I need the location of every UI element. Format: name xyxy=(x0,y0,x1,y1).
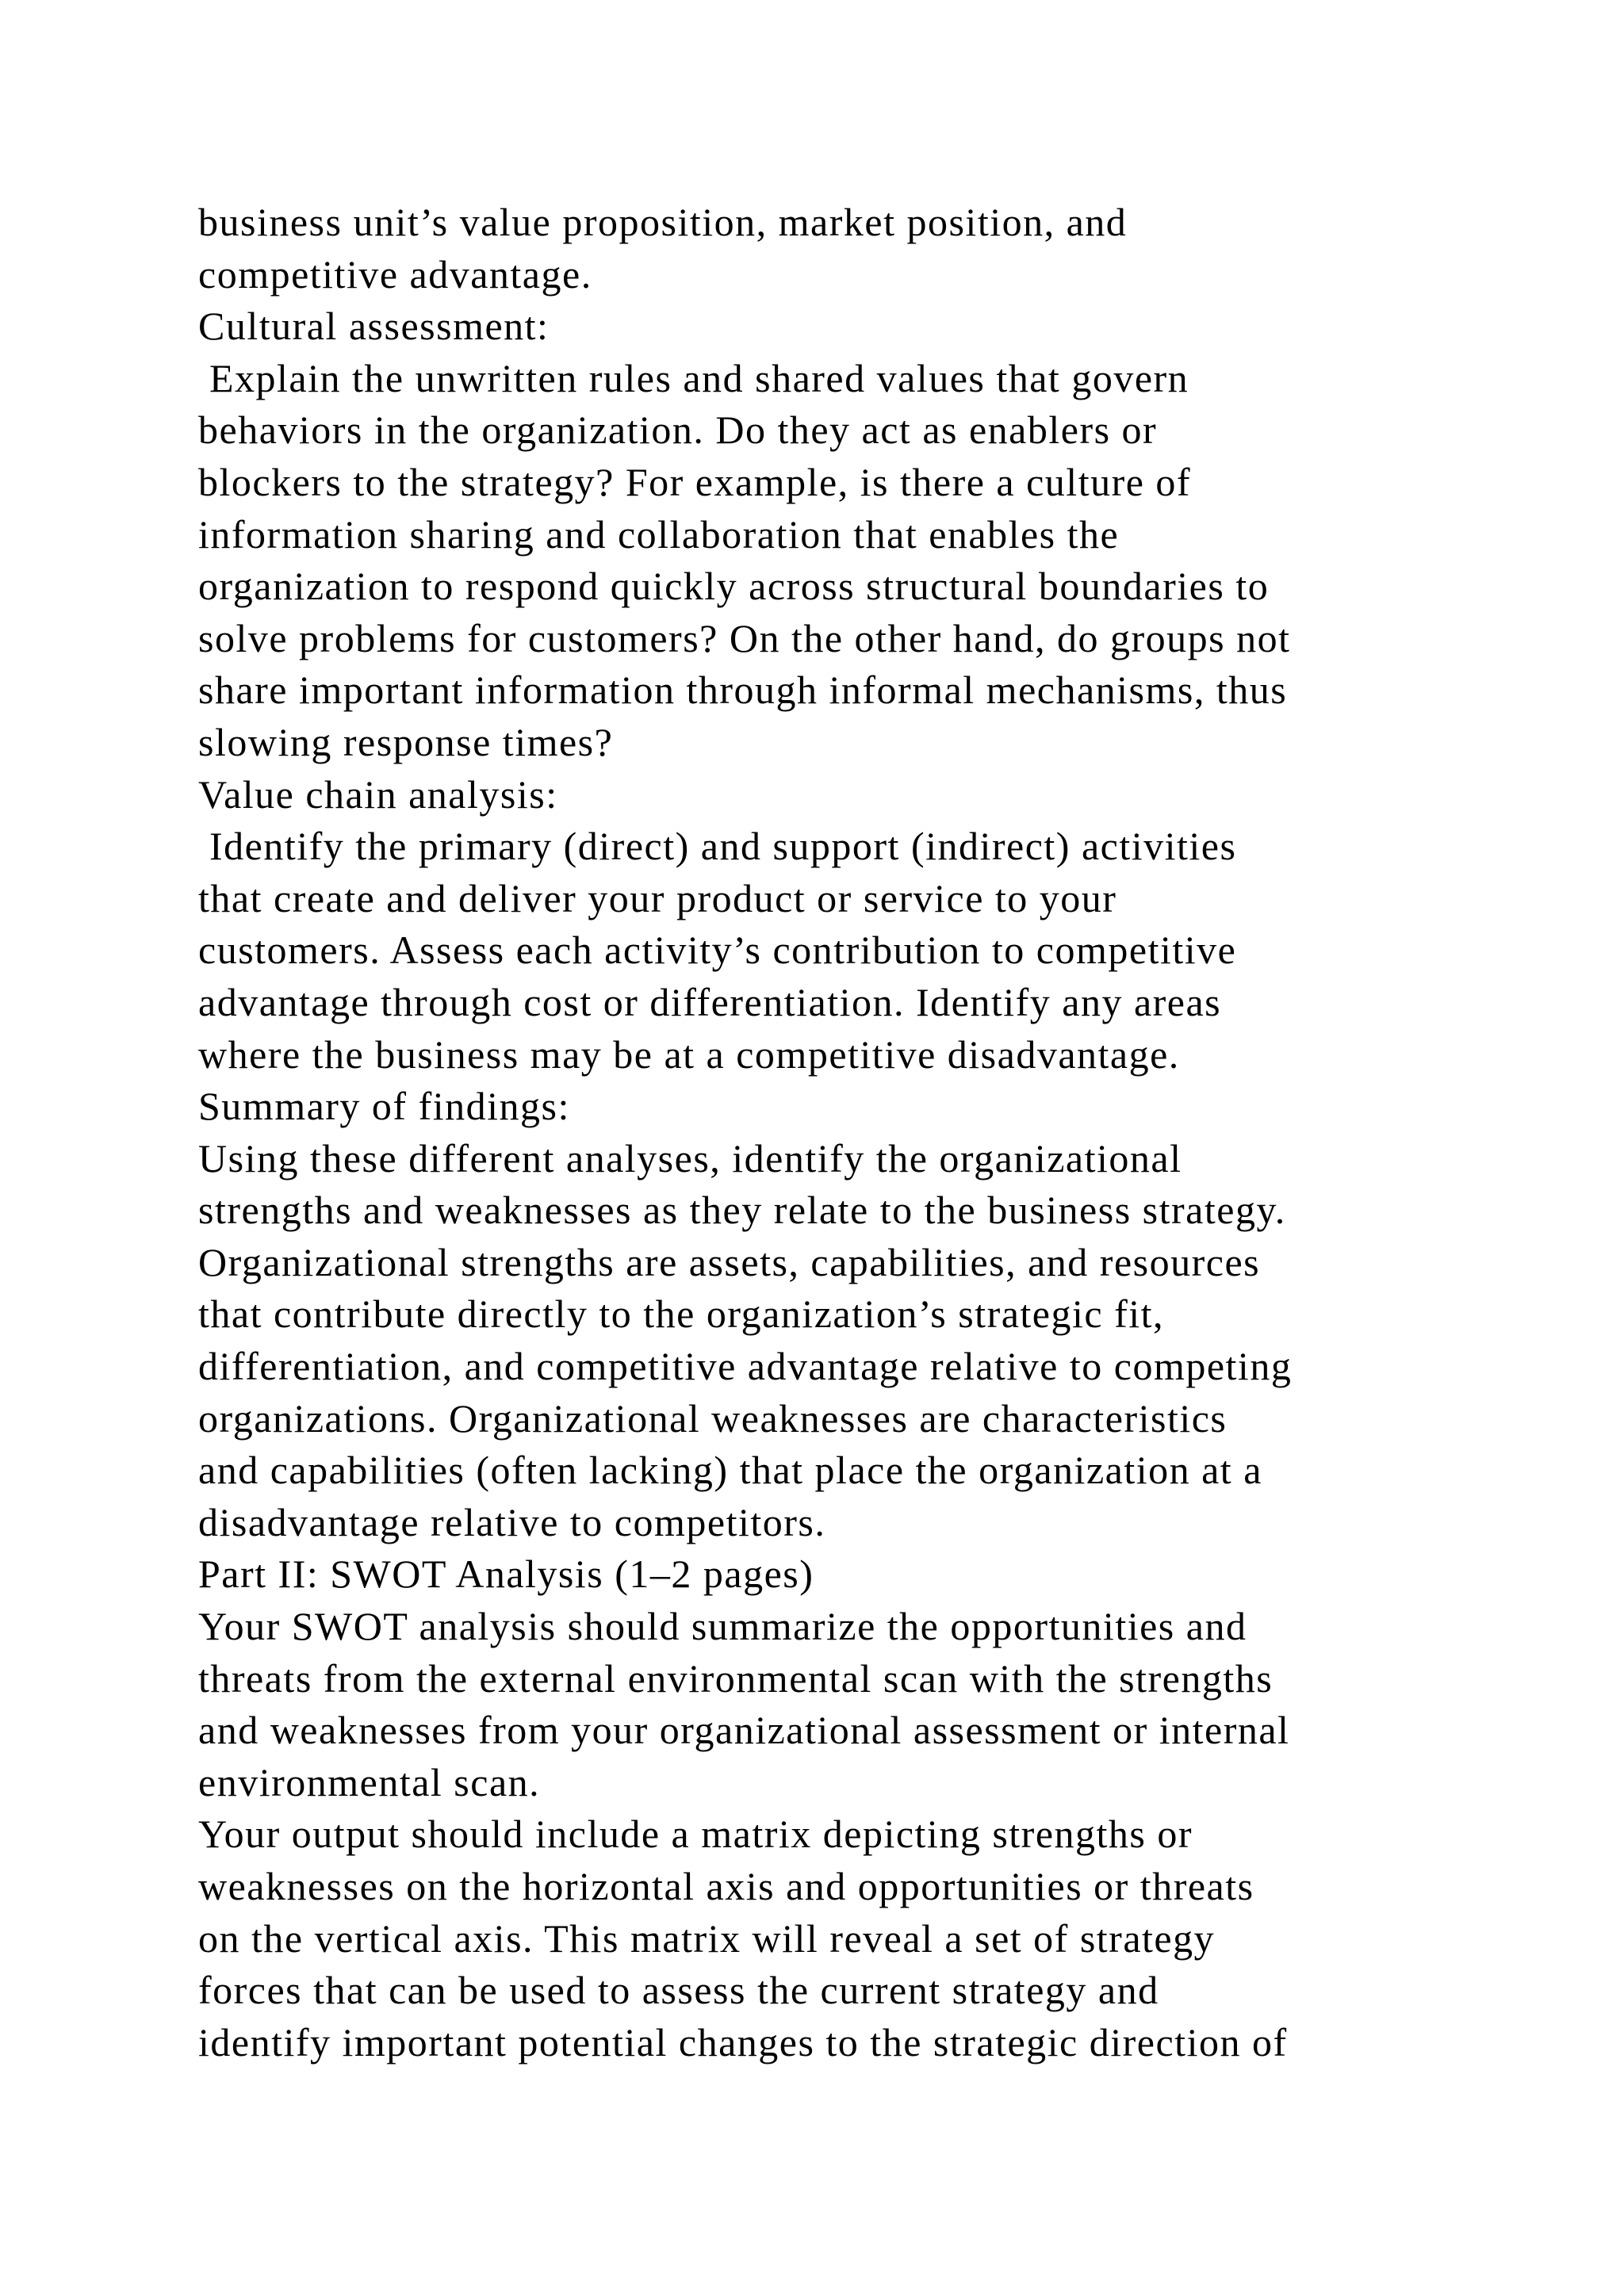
text-line: Organizational strengths are assets, capabilities, and resources xyxy=(198,1239,1261,1284)
text-line: Your output should include a matrix depicting strengths or xyxy=(198,1812,1193,1857)
text-line: weaknesses on the horizontal axis and opportunities or threats xyxy=(198,1864,1254,1908)
text-line: information sharing and collaboration that enables the xyxy=(198,511,1120,557)
text-line: identify important potential changes to the strategic direction of xyxy=(198,2019,1288,2064)
text-line: and weaknesses from your organizational assessment or internal xyxy=(198,1708,1290,1753)
text-line: disadvantage relative to competitors. xyxy=(198,1499,826,1544)
text-line: Your SWOT analysis should summarize the opportunities and xyxy=(198,1604,1247,1649)
text-line: differentiation, and competitive advantage relative to competing xyxy=(198,1344,1293,1389)
document-body-text xyxy=(198,197,1499,2068)
text-line: solve problems for customers? On the other hand, do groups not xyxy=(198,615,1291,660)
text-line: Explain the unwritten rules and shared values that govern xyxy=(198,355,1189,400)
section-heading-summary-of-findings: Summary of findings: xyxy=(198,1084,570,1129)
text-line: where the business may be at a competitive disadvantage. xyxy=(198,1031,1180,1077)
text-line: on the vertical axis. This matrix will reveal a set of strategy xyxy=(198,1915,1216,1961)
text-line: environmental scan. xyxy=(198,1759,541,1804)
section-heading-part-ii-swot: Part II: SWOT Analysis (1–2 pages) xyxy=(198,1552,814,1597)
text-line: that contribute directly to the organization’s strategic fit, xyxy=(198,1292,1165,1337)
text-line: competitive advantage. xyxy=(198,251,592,297)
text-line: strengths and weaknesses as they relate to the business strategy. xyxy=(198,1188,1286,1233)
section-heading-value-chain-analysis: Value chain analysis: xyxy=(198,771,558,817)
text-line: share important information through informal mechanisms, thus xyxy=(198,668,1288,713)
text-line: Using these different analyses, identify the organizational xyxy=(198,1135,1182,1181)
text-line: behaviors in the organization. Do they act as enablers or xyxy=(198,408,1158,453)
text-line: forces that can be used to assess the current strategy and xyxy=(198,1968,1159,2013)
text-line: customers. Assess each activity’s contribution to competitive xyxy=(198,928,1237,973)
text-line: blockers to the strategy? For example, is there a culture of xyxy=(198,459,1192,504)
text-line: threats from the external environmental scan with the strengths xyxy=(198,1655,1274,1701)
section-heading-cultural-assessment: Cultural assessment: xyxy=(198,304,550,349)
text-line: organizations. Organizational weaknesses are characteristics xyxy=(198,1395,1228,1441)
text-line: that create and deliver your product or service to your xyxy=(198,875,1117,920)
text-line: Identify the primary (direct) and support (indirect) activities xyxy=(198,824,1237,869)
text-line: business unit’s value proposition, market position, and xyxy=(198,200,1128,244)
text-line: and capabilities (often lacking) that place the organization at a xyxy=(198,1448,1262,1493)
text-line: advantage through cost or differentiation. Identify any areas xyxy=(198,979,1222,1024)
text-line: slowing response times? xyxy=(198,719,614,764)
text-line: organization to respond quickly across structural boundaries to xyxy=(198,564,1270,609)
